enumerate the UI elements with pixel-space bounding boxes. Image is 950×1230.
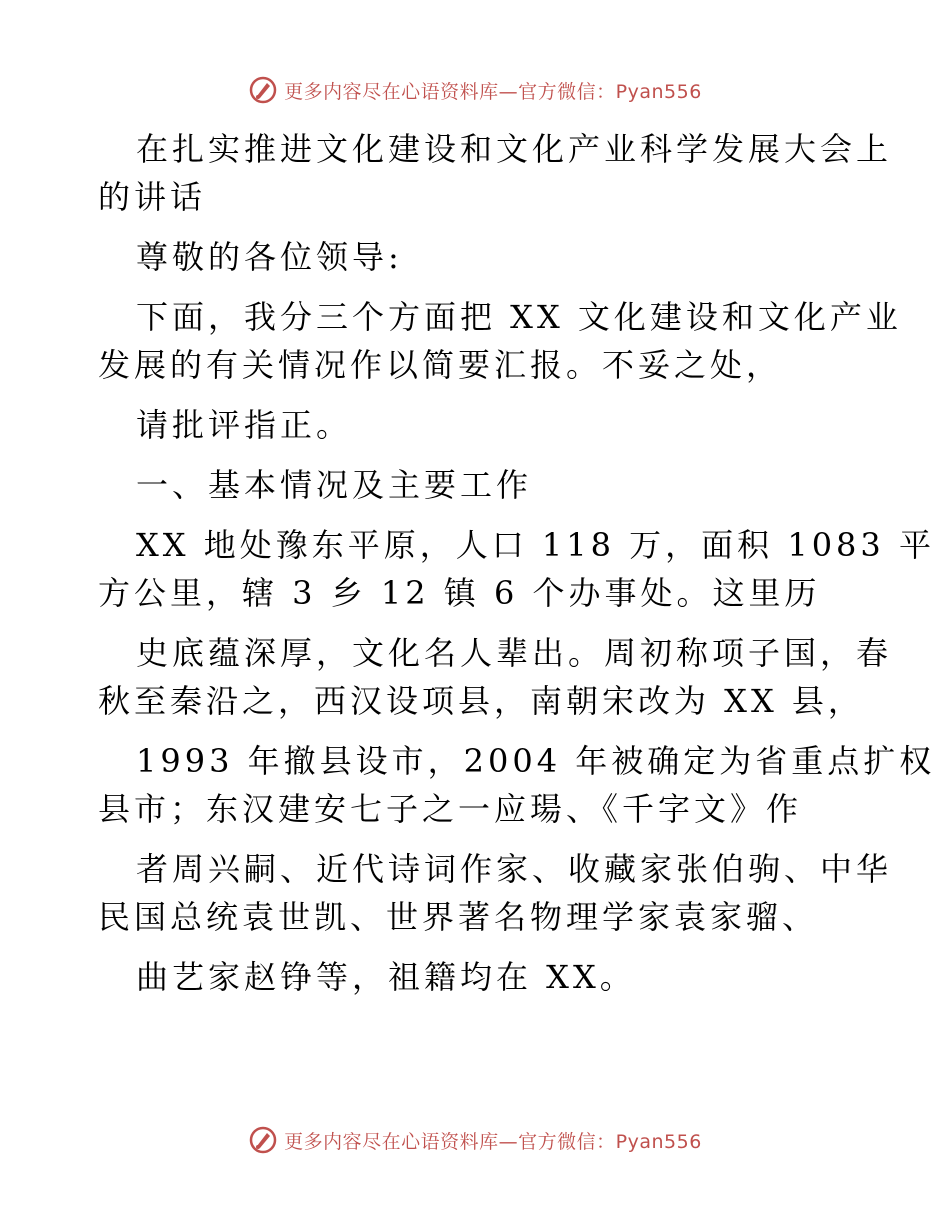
text-line: 一、基本情况及主要工作	[136, 466, 533, 504]
footer-watermark	[0, 1120, 950, 1160]
header-watermark	[0, 70, 950, 110]
text-line: 者周兴嗣、近代诗词作家、收藏家张伯驹、中华	[136, 850, 893, 888]
quill-seal-icon	[248, 75, 278, 105]
text-line: 史底蕴深厚，文化名人辈出。周初称项子国，春	[136, 634, 893, 672]
watermark-text: 更多内容尽在心语资料库—官方微信：Pyan556	[284, 1130, 702, 1153]
quill-seal-icon	[248, 1125, 278, 1155]
watermark-text: 更多内容尽在心语资料库—官方微信：Pyan556	[284, 80, 702, 103]
text-line: 请批评指正。	[136, 406, 353, 444]
text-line: XX 地处豫东平原，人口 118 万，面积 1083 平	[136, 526, 935, 564]
text-line: 民国总统袁世凯、世界著名物理学家袁家骝、	[98, 898, 819, 936]
text-line: 的讲话	[98, 178, 207, 216]
text-line: 方公里，辖 3 乡 12 镇 6 个办事处。这里历	[98, 574, 821, 612]
text-line: 在扎实推进文化建设和文化产业科学发展大会上	[136, 130, 893, 168]
text-line: 下面，我分三个方面把 XX 文化建设和文化产业	[136, 298, 902, 336]
text-line: 县市；东汉建安七子之一应瑒、《千字文》作	[98, 790, 803, 828]
text-line: 发展的有关情况作以简要汇报。不妥之处，	[98, 346, 783, 384]
text-line: 曲艺家赵铮等，祖籍均在 XX。	[136, 958, 636, 996]
text-line: 1993 年撤县设市，2004 年被确定为省重点扩权	[136, 742, 936, 780]
document-body	[98, 125, 936, 1001]
text-line: 尊敬的各位领导:	[136, 238, 403, 276]
text-line: 秋至秦沿之，西汉设项县，南朝宋改为 XX 县，	[98, 682, 864, 720]
